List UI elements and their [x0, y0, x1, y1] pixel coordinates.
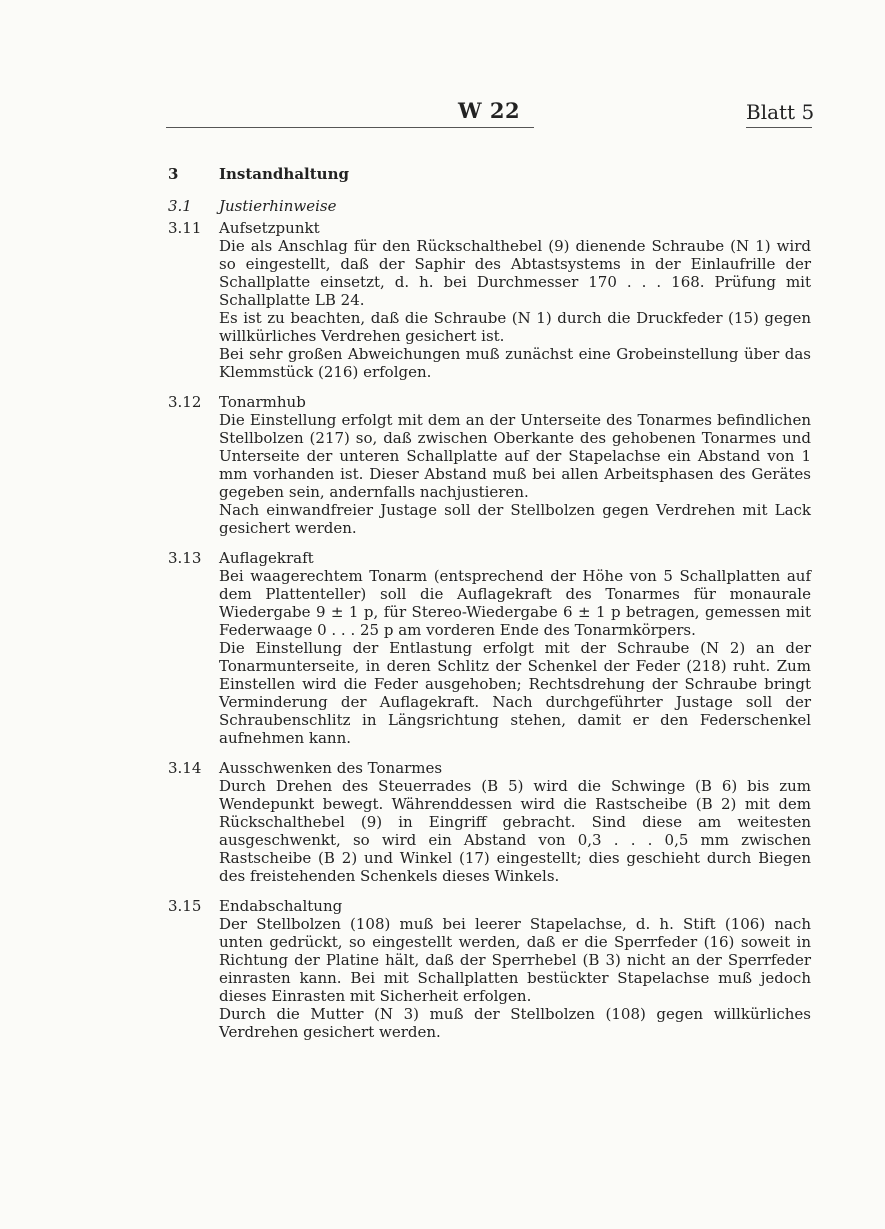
section-body: [219, 567, 811, 747]
paragraph: Bei waagerechtem Tonarm (entsprechend der Höhe von 5 Schallplatten auf dem Plattenteller) soll die Auflagekraft des Tonarmes für monaurale Wiedergabe 9 ± 1 p, für Stereo-Wiedergabe 6 ± 1 p betragen, gemessen mit Federwaage 0 . . . 25 p am vorderen Ende des Tonarmkörpers.: [219, 567, 811, 639]
section-body: [219, 411, 811, 537]
paragraph: Bei sehr großen Abweichungen muß zunächst eine Grobeinstellung über das Klemmstück (216) erfolgen.: [219, 345, 811, 381]
paragraph: Die Einstellung erfolgt mit dem an der Unterseite des Tonarmes befindlichen Stellbolzen (217) so, daß zwischen Oberkante des gehobenen Tonarmes und Unterseite der unteren Schallplatte auf der Stapelachse ein Abstand von 1 mm vorhanden ist. Dieser Abstand muß bei allen Arbeitsphasen des Gerätes gegeben sein, andernfalls nachjustieren.: [219, 411, 811, 501]
chapter-title: Instandhaltung: [219, 165, 349, 183]
section-number: 3.13: [168, 549, 202, 567]
paragraph: Es ist zu beachten, daß die Schraube (N 1) durch die Druckfeder (15) gegen willkürliches Verdrehen gesichert ist.: [219, 309, 811, 345]
paragraph: Durch die Mutter (N 3) muß der Stellbolzen (108) gegen willkürliches Verdrehen gesichert werden.: [219, 1005, 811, 1041]
section-3-12: [0, 393, 885, 537]
section-number: 3.11: [168, 219, 202, 237]
document-id: W 22: [458, 98, 521, 123]
section-title: Auflagekraft: [219, 549, 314, 567]
section-3-14: [0, 759, 885, 885]
section-3-13: [0, 549, 885, 747]
paragraph: Nach einwandfreier Justage soll der Stellbolzen gegen Verdrehen mit Lack gesichert werden.: [219, 501, 811, 537]
section-3-11: [0, 219, 885, 381]
section-body: [219, 777, 811, 885]
section-body: [219, 237, 811, 381]
section-title: Ausschwenken des Tonarmes: [219, 759, 443, 777]
section-3-15: [0, 897, 885, 1041]
section-title: Tonarmhub: [219, 393, 306, 411]
subchapter-heading: [0, 197, 885, 215]
header-rule: [166, 127, 534, 128]
section-number: 3.14: [168, 759, 202, 777]
section-number: 3.15: [168, 897, 202, 915]
section-number: 3.12: [168, 393, 202, 411]
paragraph: Die als Anschlag für den Rückschalthebel (9) dienende Schraube (N 1) wird so eingestellt, daß der Saphir des Abtastsystems in der Einlaufrille der Schallplatte einsetzt, d. h. bei Durchmesser 170 . . . 168. Prüfung mit Schallplatte LB 24.: [219, 237, 811, 309]
chapter-heading: [0, 165, 885, 183]
paragraph: Der Stellbolzen (108) muß bei leerer Stapelachse, d. h. Stift (106) nach unten gedrückt, so eingestellt werden, daß er die Sperrfeder (16) soweit in Richtung der Platine hält, daß der Sperrhebel (B 3) nicht an der Sperrfeder einrasten kann. Bei mit Schallplatten bestückter Stapelachse muß jedoch dieses Einrasten mit Sicherheit erfolgen.: [219, 915, 811, 1005]
subchapter-number: 3.1: [168, 197, 192, 215]
section-body: [219, 915, 811, 1041]
paragraph: Durch Drehen des Steuerrades (B 5) wird die Schwinge (B 6) bis zum Wendepunkt bewegt. Währenddessen wird die Rastscheibe (B 2) mit dem Rückschalthebel (9) in Eingriff gebracht. Sind diese am weitesten ausgeschwenkt, so wird ein Abstand von 0,3 . . . 0,5 mm zwischen Rastscheibe (B 2) und Winkel (17) eingestellt; dies geschieht durch Biegen des freistehenden Schenkels dieses Winkels.: [219, 777, 811, 885]
page-content: [0, 165, 885, 1041]
section-title: Endabschaltung: [219, 897, 343, 915]
paragraph: Die Einstellung der Entlastung erfolgt mit der Schraube (N 2) an der Tonarmunterseite, in deren Schlitz der Schenkel der Feder (218) ruht. Zum Einstellen wird die Feder ausgehoben; Rechtsdrehung der Schraube bringt Verminderung der Auflagekraft. Nach durchgeführter Justage soll der Schraubenschlitz in Längsrichtung stehen, damit er den Federschenkel aufnehmen kann.: [219, 639, 811, 747]
chapter-number: 3: [168, 165, 179, 183]
subchapter-title: Justierhinweise: [219, 197, 337, 215]
section-title: Aufsetzpunkt: [219, 219, 320, 237]
page-header: [0, 98, 885, 130]
sheet-number: Blatt 5: [746, 100, 815, 124]
sheet-rule: [746, 127, 812, 128]
